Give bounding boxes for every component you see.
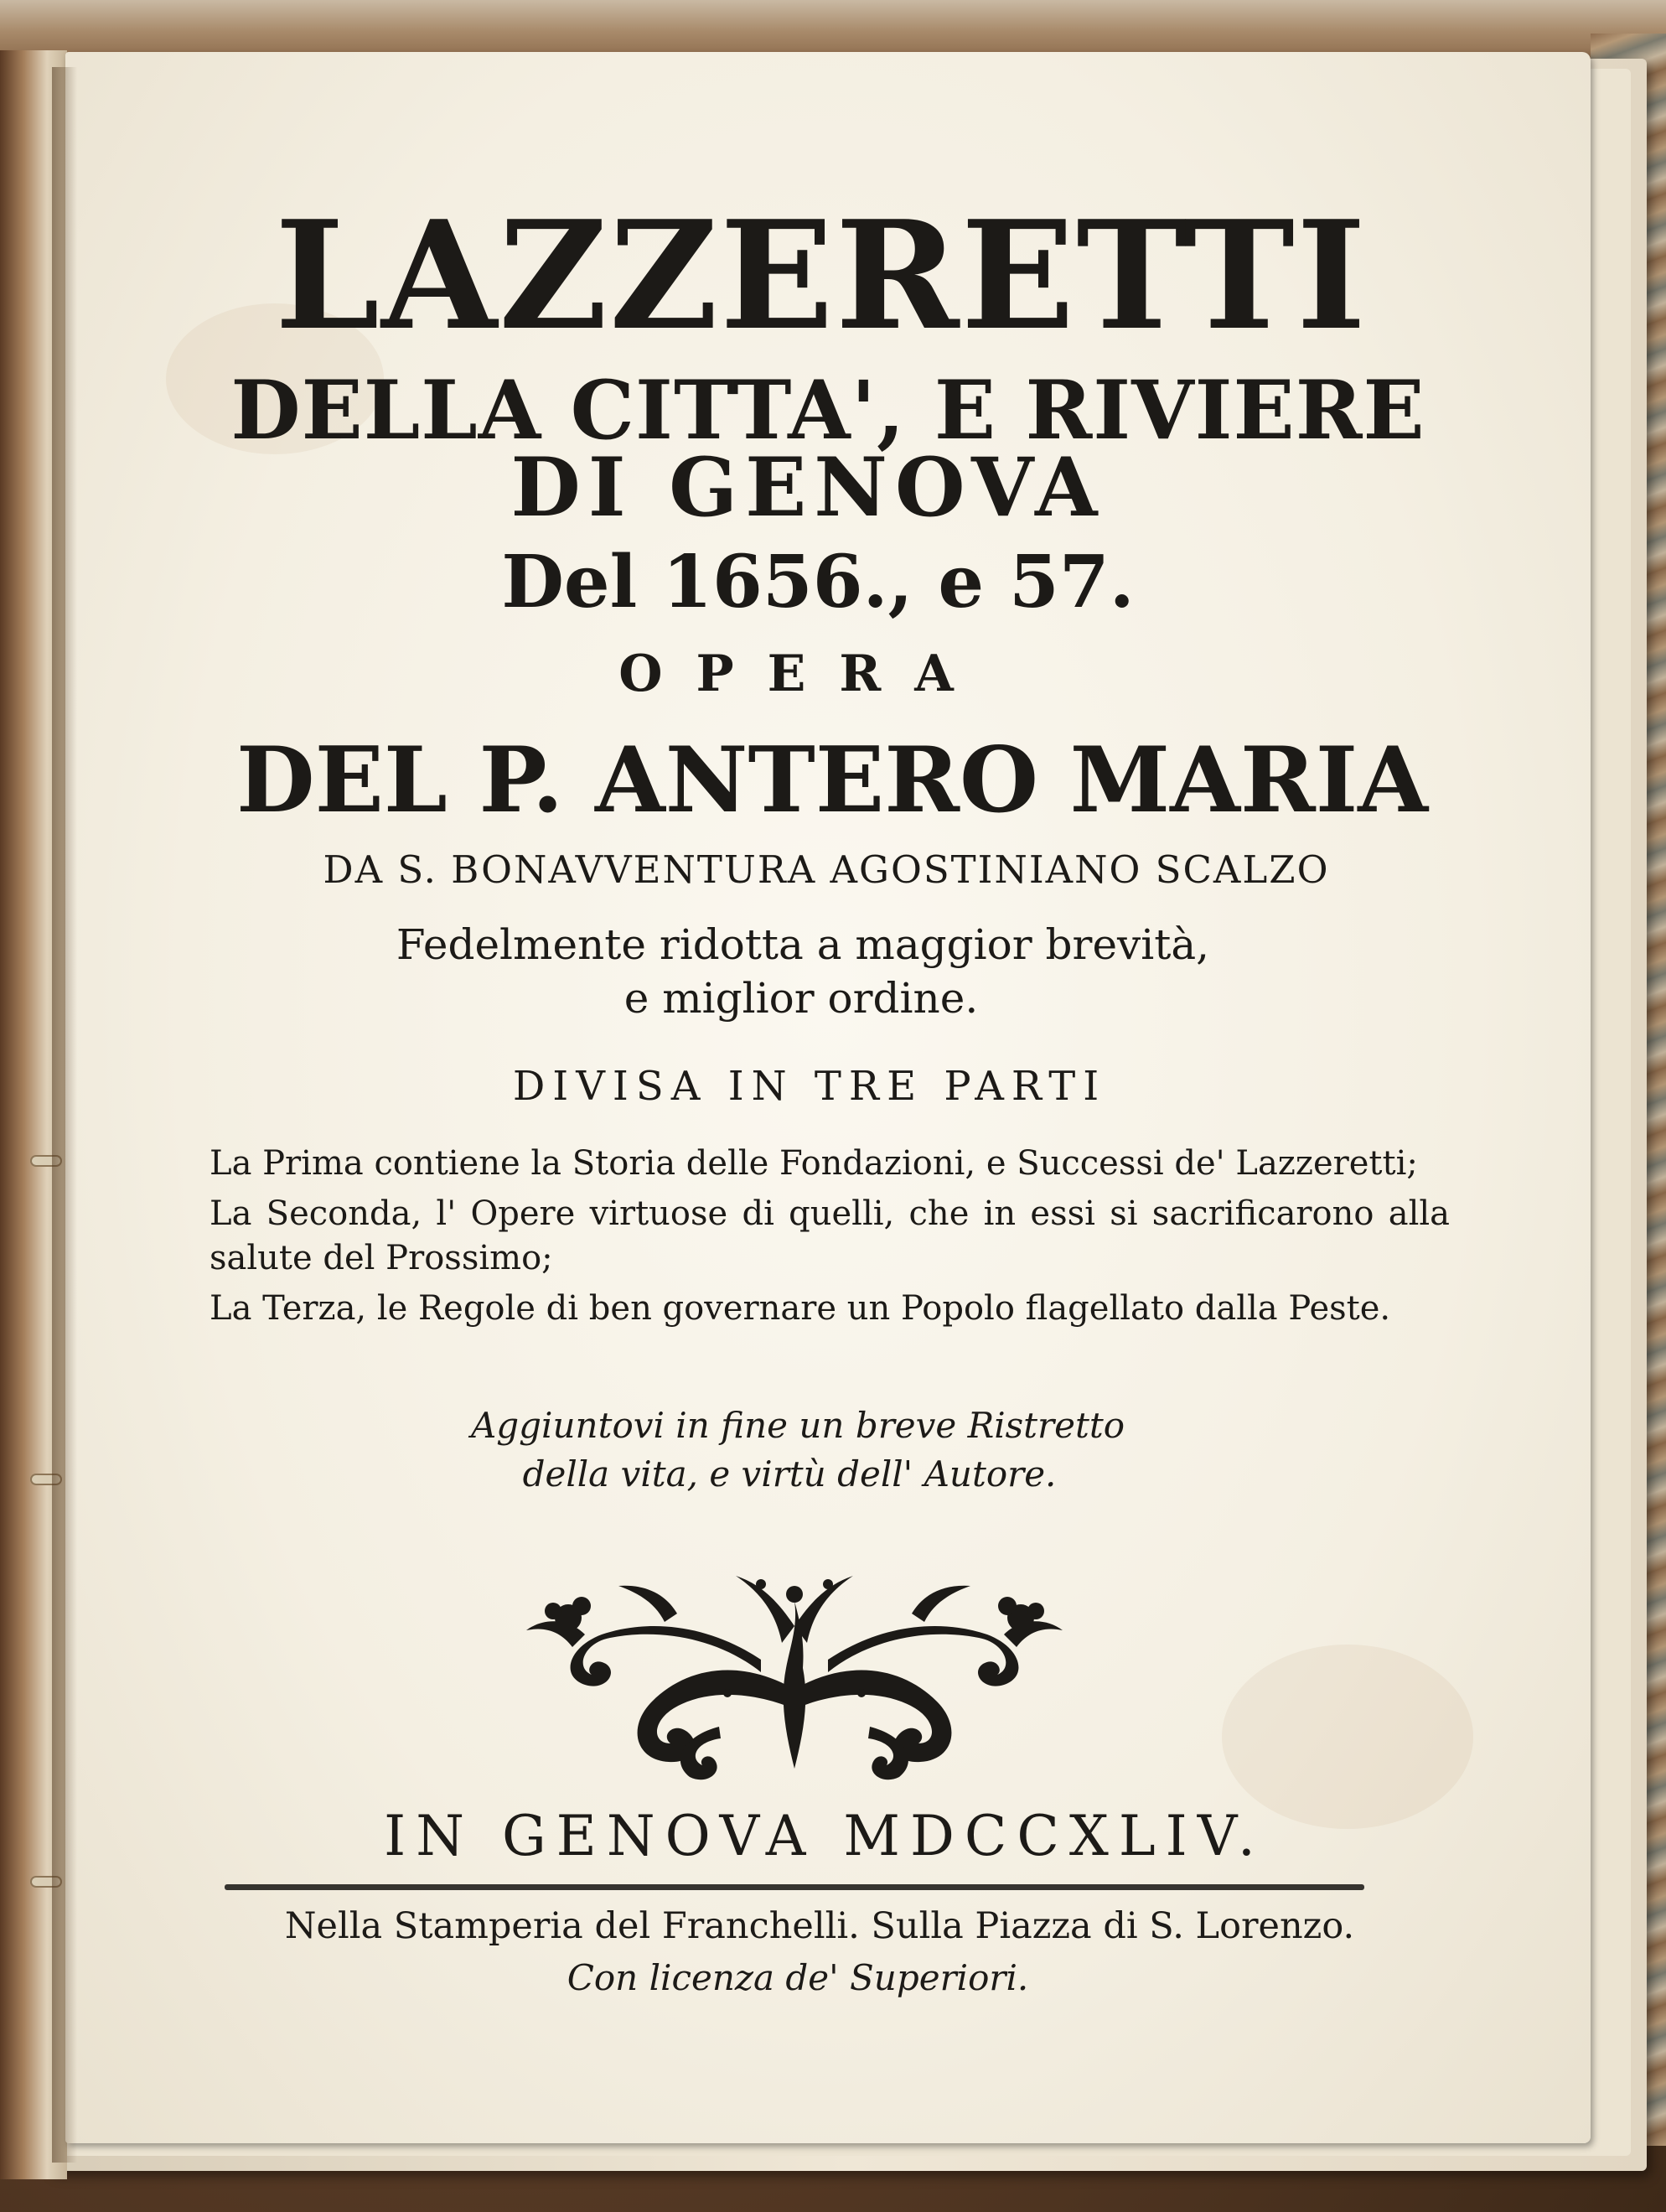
addition-line-2: della vita, e virtù dell' Autore. bbox=[522, 1453, 1057, 1495]
imprint-place: IN GENOVA MDCCXLIV. bbox=[384, 1804, 1265, 1868]
imprint-license: Con licenza de' Superiori. bbox=[567, 1957, 1029, 1998]
page-gutter-shadow bbox=[52, 67, 77, 2163]
imprint-rule bbox=[225, 1884, 1364, 1890]
edition-note-line-2: e miglior ordine. bbox=[623, 974, 979, 1023]
part-item: La Terza, le Regole di ben governare un Popolo flagellato dalla Peste. bbox=[210, 1288, 1391, 1328]
title-page bbox=[65, 52, 1591, 2143]
part-item: La Seconda, l' Opere virtuose di quelli, che in essi si sacrificarono alla salute del Prossimo; bbox=[210, 1194, 1450, 1278]
main-title: LAZZERETTI bbox=[274, 188, 1368, 363]
addition-line-1: Aggiuntovi in fine un breve Ristretto bbox=[470, 1405, 1125, 1446]
imprint-printer: Nella Stamperia del Franchelli. Sulla Piazza di S. Lorenzo. bbox=[284, 1905, 1355, 1947]
edition-note-line-1: Fedelmente ridotta a maggior brevità, bbox=[396, 920, 1210, 969]
dates-line: Del 1656., e 57. bbox=[501, 540, 1135, 624]
parts-list bbox=[210, 1142, 1450, 1336]
division-heading: DIVISA IN TRE PARTI bbox=[512, 1063, 1107, 1110]
paper-stain bbox=[1222, 1645, 1473, 1829]
subtitle-line-2: DI GENOVA bbox=[510, 440, 1105, 535]
floral-ornament-icon bbox=[510, 1534, 1079, 1785]
subtitle-line-1: DELLA CITTA', E RIVIERE bbox=[230, 363, 1425, 458]
author-name: DEL P. ANTERO MARIA bbox=[235, 728, 1429, 833]
work-label: OPERA bbox=[618, 645, 987, 703]
part-item: La Prima contiene la Storia delle Fondazioni, e Successi de' Lazzeretti; bbox=[210, 1144, 1418, 1183]
author-order: DA S. BONAVVENTURA AGOSTINIANO SCALZO bbox=[323, 847, 1330, 892]
